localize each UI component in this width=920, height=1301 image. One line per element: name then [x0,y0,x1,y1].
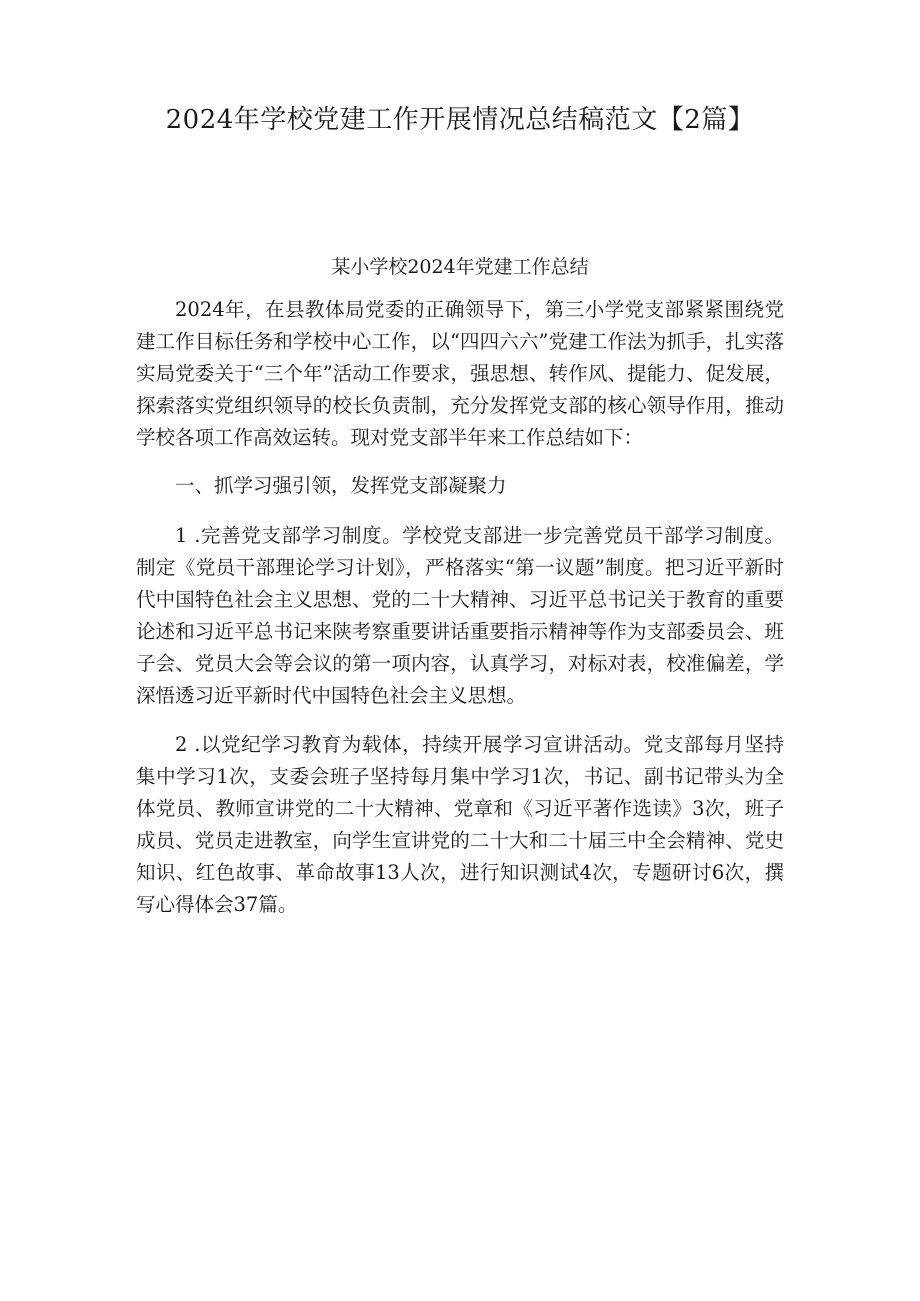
document-title: 2024年学校党建工作开展情况总结稿范文【2篇】 [165,105,755,135]
section-title: 某小学校2024年党建工作总结 [331,256,589,278]
paragraph-heading-one: 一、抓学习强引领，发挥党支部凝聚力 [175,474,507,497]
document-body [136,294,784,921]
paragraph-item-one: 1 .完善党支部学习制度。学校党支部进一步完善党员干部学习制度。制定《党员干部理论学习计划》，严格落实“第一议题”制度。把习近平新时代中国特色社会主义思想、党的二十大精神、习近平总书记关于教育的重要论述和习近平总书记来陕考察重要讲话重要指示精神等作为支部委员会、班子会、党员大会等会议的第一项内容，认真学习，对标对表，校准偏差，学深悟透习近平新时代中国特色社会主义思想。 [136,524,784,707]
paragraph-item-two: 2 .以党纪学习教育为载体，持续开展学习宣讲活动。党支部每月坚持集中学习1次，支委会班子坚持每月集中学习1次，书记、副书记带头为全体党员、教师宣讲党的二十大精神、党章和《习近平著作选读》3次，班子成员、党员走进教室，向学生宣讲党的二十大和二十届三中全会精神、党史知识、红色故事、革命故事13人次，进行知识测试4次，专题研讨6次，撰写心得体会37篇。 [136,733,784,916]
paragraph-intro: 2024年，在县教体局党委的正确领导下，第三小学党支部紧紧围绕党建工作目标任务和学校中心工作，以“四四六六”党建工作法为抓手，扎实落实局党委关于“三个年”活动工作要求，强思想、转作风、提能力、促发展，探索落实党组织领导的校长负责制，充分发挥党支部的核心领导作用，推动学校各项工作高效运转。现对党支部半年来工作总结如下： [136,298,784,449]
